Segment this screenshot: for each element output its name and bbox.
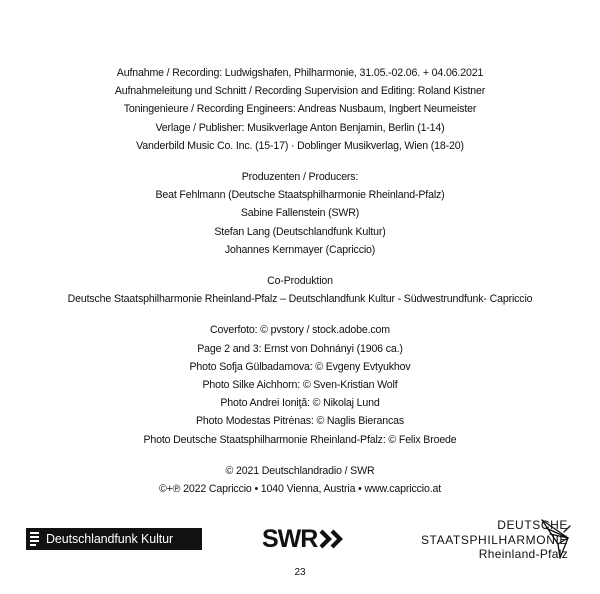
producer-name: Stefan Lang (Deutschlandfunk Kultur) (214, 225, 386, 238)
producer-name: Sabine Fallenstein (SWR) (240, 207, 360, 220)
copyright-credits (0, 462, 600, 498)
recording-line: Aufnahme / Recording: Ludwigshafen, Philharmonie, 31.05.-02.06. + 04.06.2021 (116, 67, 484, 79)
photo-credit: Photo Andrei Ioniţă: © Nikolaj Lund (220, 397, 380, 410)
logo-row (0, 514, 600, 574)
producers-heading: Produzenten / Producers: (241, 171, 359, 184)
recording-line: Toningenieure / Recording Engineers: Andreas Nusbaum, Ingbert Neumeister (123, 103, 477, 116)
coproduction-heading: Co-Produktion (267, 275, 333, 288)
deutschlandfunk-logo-text: Deutschlandfunk Kultur (46, 532, 174, 546)
recording-line: Verlage / Publisher: Musikverlage Anton Benjamin, Berlin (1-14) (155, 121, 445, 134)
producers-credits (0, 168, 600, 259)
photo-credit: Page 2 and 3: Ernst von Dohnányi (1906 ca.) (197, 342, 403, 355)
deutschlandfunk-kultur-logo (26, 528, 202, 550)
producer-name: Beat Fehlmann (Deutsche Staatsphilharmonie Rheinland-Pfalz) (155, 189, 445, 202)
recording-credits (0, 64, 600, 155)
photo-credit: Photo Sofja Gülbadamova: © Evgeny Evtyukhov (189, 360, 411, 373)
copyright-line: ©+℗ 2022 Capriccio • 1040 Vienna, Austria • www.capriccio.at (158, 483, 442, 496)
page-number: 23 (294, 567, 306, 578)
credits-text (0, 64, 600, 498)
staatsphilharmonie-line: DEUTSCHE (497, 518, 568, 532)
copyright-line: © 2021 Deutschlandradio / SWR (225, 464, 375, 477)
staatsphilharmonie-line: STAATSPHILHARMONIE (420, 532, 568, 547)
recording-line: Aufnahmeleitung und Schnitt / Recording Supervision and Editing: Roland Kistner (114, 85, 486, 98)
staatsphilharmonie-bird-icon (538, 514, 572, 562)
coproduction-text: Deutsche Staatsphilharmonie Rheinland-Pfalz – Deutschlandfunk Kultur - Südwestrundfunk- Capriccio (67, 293, 533, 306)
photo-credit: Photo Modestas Pitrėnas: © Naglis Bierancas (195, 415, 405, 428)
recording-line: Vanderbild Music Co. Inc. (15-17) · Doblinger Musikverlag, Wien (18-20) (136, 139, 464, 152)
photo-credit: Photo Deutsche Staatsphilharmonie Rheinland-Pfalz: © Felix Broede (143, 433, 457, 446)
producer-name: Johannes Kernmayer (Capriccio) (224, 243, 376, 256)
swr-arrows-icon (319, 529, 345, 549)
photo-credit: Coverfoto: © pvstory / stock.adobe.com (210, 324, 390, 337)
photo-credits (0, 321, 600, 448)
swr-logo-text: SWR (262, 524, 318, 553)
photo-credit: Photo Silke Aichhorn: © Sven-Kristian Wolf (202, 379, 398, 392)
deutschlandfunk-mark-icon (26, 528, 43, 550)
staatsphilharmonie-line: Rheinland-Pfalz (478, 547, 568, 561)
coproduction-credits (0, 272, 600, 308)
swr-logo (262, 524, 345, 554)
